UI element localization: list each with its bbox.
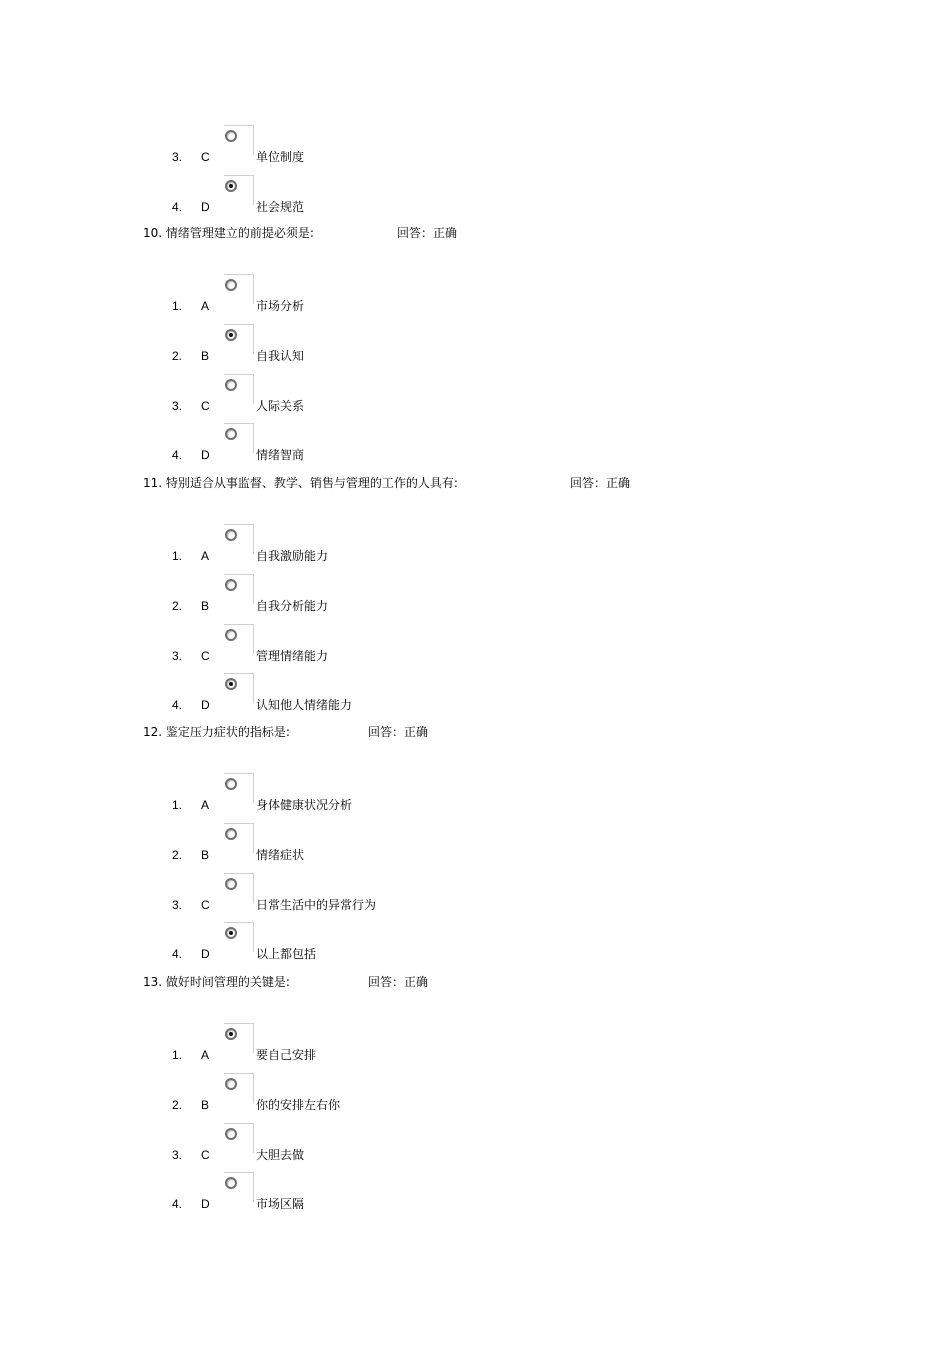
option-letter: D bbox=[201, 698, 210, 712]
option-text: 认知他人情绪能力 bbox=[256, 698, 353, 712]
radio-button[interactable] bbox=[225, 778, 237, 790]
option-letter: A bbox=[201, 798, 210, 812]
radio-button[interactable] bbox=[225, 428, 237, 440]
option-number: 3. bbox=[172, 898, 183, 912]
option-number: 4. bbox=[172, 947, 183, 961]
radio-button[interactable] bbox=[225, 180, 237, 192]
radio-button[interactable] bbox=[225, 1128, 237, 1140]
option-letter: D bbox=[201, 448, 210, 462]
radio-button[interactable] bbox=[225, 1028, 237, 1040]
answer-status: 回答：正确 bbox=[570, 476, 631, 490]
option-number: 1. bbox=[172, 798, 183, 812]
option-text: 自我分析能力 bbox=[256, 599, 329, 613]
radio-dot bbox=[229, 333, 233, 337]
option-letter: D bbox=[201, 200, 210, 214]
question-title: 12. 鉴定压力症状的指标是: bbox=[143, 725, 290, 739]
radio-button[interactable] bbox=[225, 927, 237, 939]
radio-button[interactable] bbox=[225, 379, 237, 391]
option-number: 2. bbox=[172, 349, 183, 363]
option-text: 自我认知 bbox=[256, 349, 305, 363]
option-text: 要自己安排 bbox=[256, 1048, 317, 1062]
option-text: 你的安排左右你 bbox=[256, 1098, 341, 1112]
radio-dot bbox=[229, 184, 233, 188]
option-letter: D bbox=[201, 947, 210, 961]
option-number: 2. bbox=[172, 1098, 183, 1112]
option-text: 以上都包括 bbox=[256, 947, 317, 961]
radio-button[interactable] bbox=[225, 828, 237, 840]
option-letter: A bbox=[201, 549, 210, 563]
answer-status: 回答：正确 bbox=[368, 975, 429, 989]
option-letter: B bbox=[201, 1098, 210, 1112]
option-text: 市场区隔 bbox=[256, 1197, 305, 1211]
radio-dot bbox=[229, 1032, 233, 1036]
radio-dot bbox=[229, 931, 233, 935]
option-number: 4. bbox=[172, 200, 183, 214]
answer-status: 回答：正确 bbox=[397, 226, 458, 240]
option-text: 日常生活中的异常行为 bbox=[256, 898, 377, 912]
radio-button[interactable] bbox=[225, 329, 237, 341]
option-letter: D bbox=[201, 1197, 210, 1211]
option-number: 4. bbox=[172, 1197, 183, 1211]
radio-button[interactable] bbox=[225, 678, 237, 690]
radio-button[interactable] bbox=[225, 629, 237, 641]
option-number: 1. bbox=[172, 549, 183, 563]
option-number: 3. bbox=[172, 649, 183, 663]
option-letter: C bbox=[201, 399, 210, 413]
radio-button[interactable] bbox=[225, 279, 237, 291]
option-number: 4. bbox=[172, 448, 183, 462]
answer-status: 回答：正确 bbox=[368, 725, 429, 739]
option-letter: C bbox=[201, 898, 210, 912]
question-title: 11. 特别适合从事监督、教学、销售与管理的工作的人具有: bbox=[143, 476, 458, 490]
option-text: 身体健康状况分析 bbox=[256, 798, 353, 812]
option-number: 4. bbox=[172, 698, 183, 712]
radio-dot bbox=[229, 682, 233, 686]
option-number: 1. bbox=[172, 1048, 183, 1062]
question-title: 10. 情绪管理建立的前提必须是: bbox=[143, 226, 314, 240]
option-letter: B bbox=[201, 848, 210, 862]
option-number: 3. bbox=[172, 1148, 183, 1162]
option-text: 人际关系 bbox=[256, 399, 305, 413]
option-letter: B bbox=[201, 349, 210, 363]
question-title: 13. 做好时间管理的关键是: bbox=[143, 975, 290, 989]
option-text: 社会规范 bbox=[256, 200, 305, 214]
option-letter: C bbox=[201, 150, 210, 164]
radio-button[interactable] bbox=[225, 579, 237, 591]
option-number: 2. bbox=[172, 599, 183, 613]
radio-button[interactable] bbox=[225, 529, 237, 541]
option-number: 3. bbox=[172, 150, 183, 164]
option-letter: A bbox=[201, 299, 210, 313]
radio-button[interactable] bbox=[225, 1078, 237, 1090]
option-text: 情绪症状 bbox=[256, 848, 305, 862]
option-number: 3. bbox=[172, 399, 183, 413]
option-text: 管理情绪能力 bbox=[256, 649, 329, 663]
radio-button[interactable] bbox=[225, 130, 237, 142]
option-text: 大胆去做 bbox=[256, 1148, 305, 1162]
option-letter: A bbox=[201, 1048, 210, 1062]
radio-button[interactable] bbox=[225, 878, 237, 890]
option-letter: C bbox=[201, 1148, 210, 1162]
option-letter: B bbox=[201, 599, 210, 613]
option-text: 情绪智商 bbox=[256, 448, 305, 462]
option-text: 市场分析 bbox=[256, 299, 305, 313]
radio-button[interactable] bbox=[225, 1177, 237, 1189]
option-number: 2. bbox=[172, 848, 183, 862]
option-letter: C bbox=[201, 649, 210, 663]
option-text: 自我激励能力 bbox=[256, 549, 329, 563]
option-number: 1. bbox=[172, 299, 183, 313]
option-text: 单位制度 bbox=[256, 150, 305, 164]
